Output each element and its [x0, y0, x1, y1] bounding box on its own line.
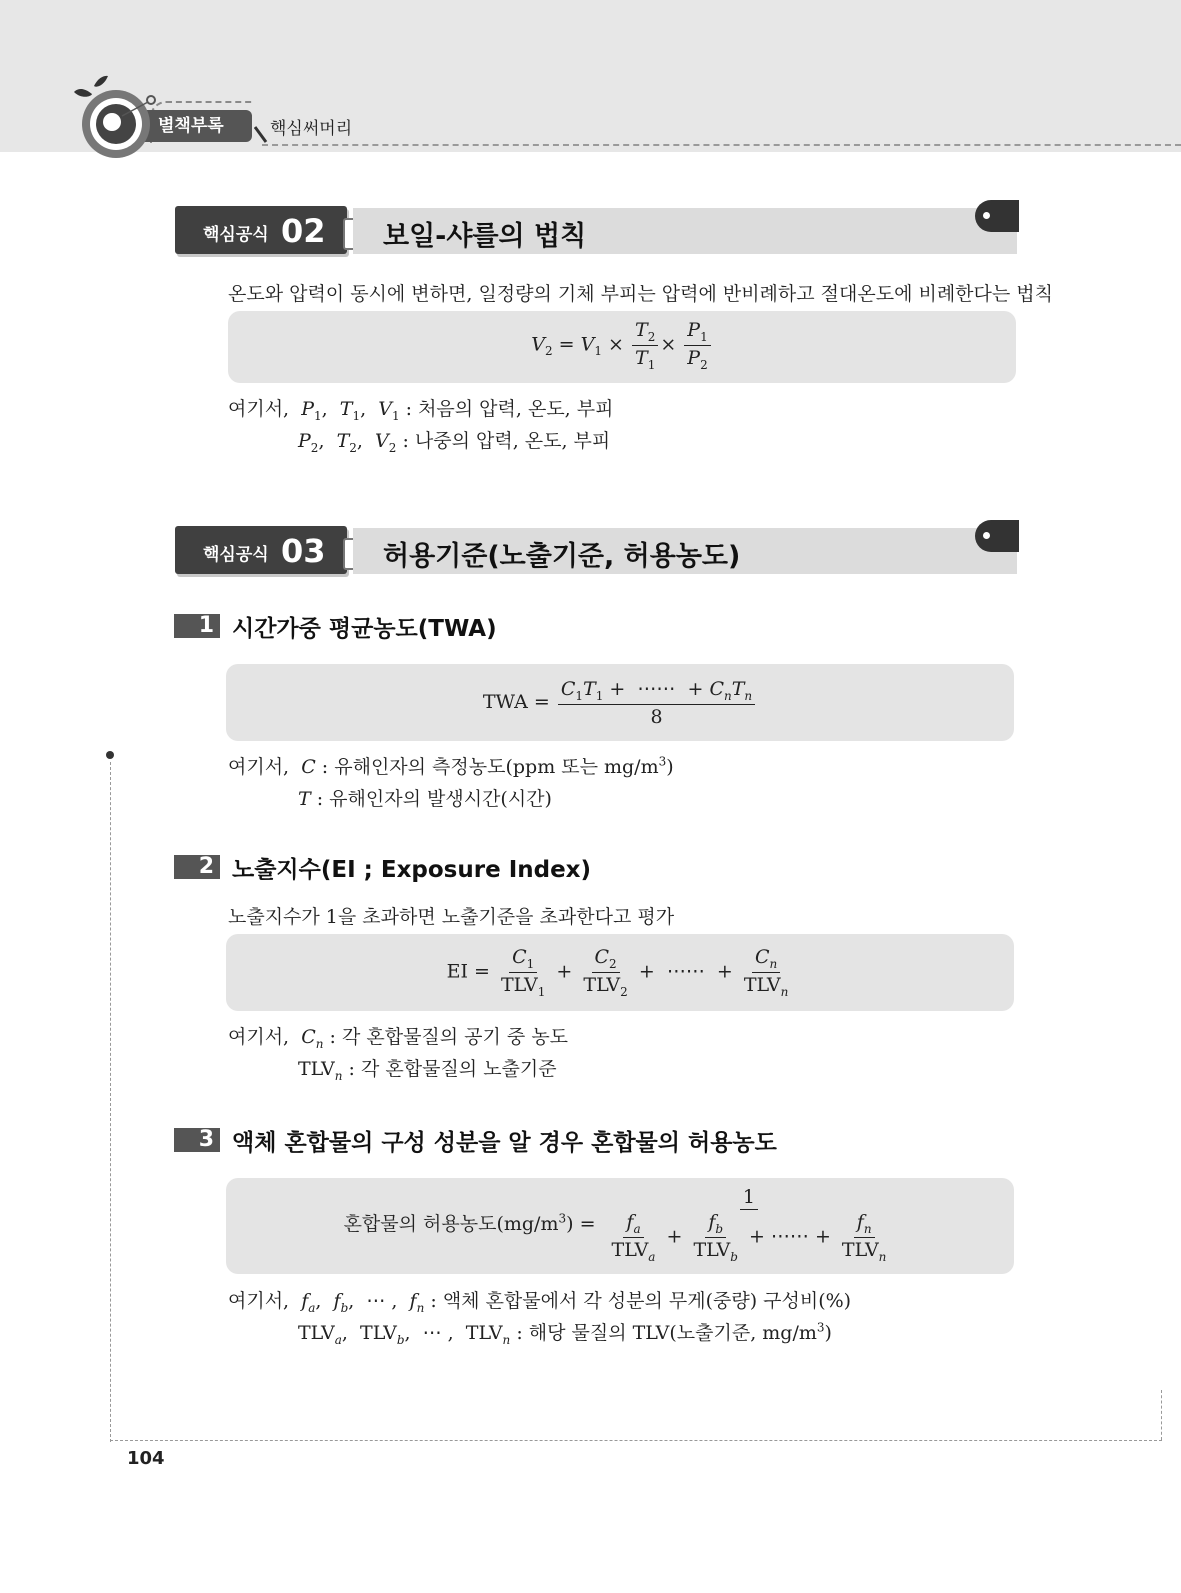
- ei-def-line-2: $TLV_n$ : 각 혼합물질의 노출기준: [298, 1058, 557, 1083]
- mixture-formula: 혼합물의 허용농도$(mg/m^3)$ = 1 $\frac{f_a}{TLV_a}$ + $\frac{f_b}{TLV_b}$ + ⋯⋯ + $\frac{f_n}{TLV_n}$: [343, 1186, 887, 1264]
- section-02-header: [175, 206, 1020, 254]
- subtitle-tick-icon: [254, 126, 268, 146]
- twa-def-line-1: 여기서, C : 유해인자의 측정농도(ppm 또는 $mg/m^3$): [228, 754, 674, 778]
- twa-formula: TWA = $\frac{C_1T_1 + \cdots\cdots + C_nT_n}{8}$: [226, 678, 1014, 728]
- final-state-definition: : 나중의 압력, 온도, 부피: [402, 430, 611, 452]
- bottom-divider: [110, 1440, 1162, 1441]
- section-title-bar: [353, 208, 1017, 254]
- right-margin-line: [1161, 1390, 1162, 1440]
- where-label: 여기서,: [228, 1026, 290, 1048]
- section-title-bar: [353, 528, 1017, 574]
- subsection-number: 3: [174, 1128, 220, 1152]
- ei-formula: EI = $\frac{C_1}{TLV_1}$ + $\frac{C_2}{TLV_2}$ + ⋯⋯ + $\frac{C_n}{TLV_n}$: [446, 946, 789, 999]
- subsection-title: 시간가중 평균농도(TWA): [232, 616, 497, 642]
- twa-formula-box: [226, 664, 1014, 741]
- subsection-title: 액체 혼합물의 구성 성분을 알 경우 혼합물의 허용농도: [232, 1130, 777, 1156]
- ei-description: 노출지수가 1을 초과하면 노출기준을 초과한다고 평가: [228, 906, 675, 928]
- mixture-formula-box: [226, 1178, 1014, 1274]
- section-number: 03: [281, 532, 326, 570]
- unit-paren: ): [666, 756, 674, 778]
- bookmark-tab-icon: [975, 520, 1019, 552]
- bookmark-tab-icon: [975, 200, 1019, 232]
- page-number: 104: [127, 1448, 165, 1469]
- mixture-def-line-1: 여기서, $f_a$, $f_b$, ⋯ , $f_n$ : 액체 혼합물에서 각 성분의 무게(중량) 구성비(%): [228, 1290, 852, 1315]
- subsection-number: 2: [174, 855, 220, 879]
- where-label: 여기서,: [228, 756, 290, 778]
- mixture-def-line-2: $TLV_a$, $TLV_b$, ⋯ , $TLV_n$ : 해당 물질의 TLV(노출기준, $mg/m^3$): [298, 1320, 832, 1347]
- mixture-concentration-definition: : 각 혼합물질의 공기 중 농도: [329, 1026, 569, 1048]
- twa-lhs: TWA: [482, 690, 528, 713]
- mixture-lhs: 혼합물의 허용농도(mg/m: [343, 1212, 559, 1235]
- section-label-box: [175, 526, 347, 574]
- concentration-definition: : 유해인자의 측정농도(ppm 또는 mg/m: [321, 756, 659, 778]
- time-definition: : 유해인자의 발생시간(시간): [316, 788, 552, 810]
- header-divider: [262, 144, 1181, 146]
- section-label: 핵심공식: [203, 225, 269, 245]
- subsection-title: 노출지수(EI ; Exposure Index): [232, 857, 592, 883]
- ei-formula-box: [226, 934, 1014, 1011]
- subsection-2-header: [174, 853, 874, 883]
- section-title: 허용기준(노출기준, 허용농도): [383, 541, 741, 572]
- tlv-definition: : 각 혼합물질의 노출기준: [348, 1058, 557, 1080]
- subsection-number: 1: [174, 614, 220, 638]
- margin-line: [110, 762, 111, 1442]
- ei-def-line-1: 여기서, $C_n$ : 각 혼합물질의 공기 중 농도: [228, 1026, 569, 1051]
- header-subtitle: 핵심써머리: [270, 119, 353, 139]
- twa-def-line-2: T : 유해인자의 발생시간(시간): [298, 788, 552, 810]
- section-label: 핵심공식: [203, 545, 269, 565]
- subsection-1-header: [174, 612, 874, 642]
- section-title: 보일-샤를의 법칙: [383, 221, 587, 252]
- boyle-charles-formula: $V_2 = V_1$ × $\frac{T_2}{T_1}$ × $\frac{P_1}{P_2}$: [228, 319, 1016, 372]
- section-02-def-line-1: 여기서, $P_1$, $T_1$, $V_1$ : 처음의 압력, 온도, 부피: [228, 398, 614, 423]
- section-02-def-line-2: $P_2$, $T_2$, $V_2$ : 나중의 압력, 온도, 부피: [298, 430, 611, 455]
- tlv-substance-definition: : 해당 물질의 TLV(노출기준, mg/m: [516, 1322, 817, 1344]
- unit-paren: ): [566, 1212, 574, 1235]
- initial-state-definition: : 처음의 압력, 온도, 부피: [405, 398, 614, 420]
- section-03-header: [175, 526, 1020, 574]
- section-02-description: 온도와 압력이 동시에 변하면, 일정량의 기체 부피는 압력에 반비례하고 절대온도에 비례한다는 법칙: [228, 283, 1053, 305]
- subsection-3-header: [174, 1126, 974, 1156]
- twa-denominator: 8: [650, 705, 663, 728]
- margin-dot: [106, 751, 114, 759]
- section-number: 02: [281, 212, 326, 250]
- where-label: 여기서,: [228, 1290, 290, 1312]
- ei-lhs: EI: [446, 960, 468, 983]
- mixture-numerator: 1: [740, 1186, 758, 1210]
- supplement-badge: 별책부록: [122, 110, 252, 142]
- where-label: 여기서,: [228, 398, 290, 420]
- boyle-charles-formula-box: [228, 311, 1016, 383]
- unit-paren: ): [824, 1322, 832, 1344]
- fraction-definition: : 액체 혼합물에서 각 성분의 무게(중량) 구성비(%): [430, 1290, 852, 1312]
- section-label-box: [175, 206, 347, 254]
- leaf-logo-icon: [72, 72, 172, 162]
